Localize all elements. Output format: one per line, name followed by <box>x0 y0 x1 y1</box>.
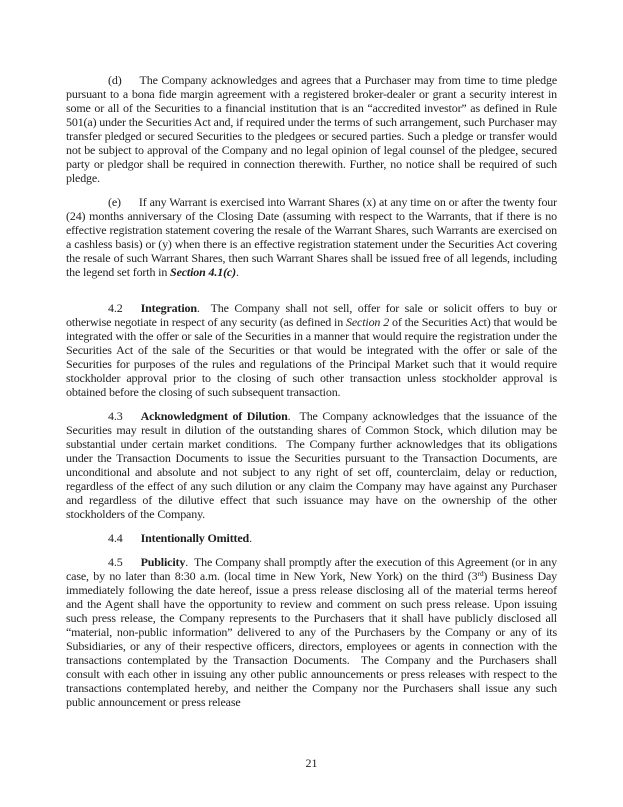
emphasized-text: Section 2 <box>346 315 390 329</box>
paragraph <box>66 409 557 521</box>
text-run: The Company acknowledges and agrees that a Purchaser may from time to time pledge pursuant to a bona fide margin agreement with a registered broker-dealer or grant a security interest in some or all of the Securities to a financial institution that is an “accredited investor” as defined in Rule 501(a) under the Securities Act and, if required under the terms of such arrangement, such Purchaser may transfer pledged or secured Securities to the pledgees or secured parties. Such a pledge or transfer would not be subject to approval of the Company and no legal opinion of legal counsel of the pledgee, secured party or pledgor shall be required in connection therewith. Further, no notice shall be required of such pledge. <box>66 73 557 185</box>
paragraph <box>66 301 557 399</box>
page-number: 21 <box>305 756 318 770</box>
paragraph <box>66 195 557 279</box>
paragraph-label: 4.2 <box>108 301 123 315</box>
text-run: If any Warrant is exercised into Warrant Shares (x) at any time on or after the twenty four (24) months anniversary of the Closing Date (assuming with respect to the Warrants, that if there is no effective registration statement covering the resale of the Warrant Shares, such Warrants are exercised on a cashless basis) or (y) when there is an effective registration statement under the Securities Act covering the resale of such Warrant Shares, then such Warrant Shares shall be issued free of all legends, including the legend set forth in <box>66 195 557 279</box>
text-run: . The Company acknowledges that the issuance of the Securities may result in dilution of the outstanding shares of Common Stock, which dilution may be substantial under certain market conditions. The Company further acknowledges that its obligations under the Transaction Documents to issue the Securities pursuant to the Transaction Documents, are unconditional and absolute and not subject to any right of set off, counterclaim, delay or reduction, regardless of the effect of any such dilution or any claim the Company may have against any Purchaser and regardless of the dilutive effect that such issuance may have on the ownership of the other stockholders of the Company. <box>66 409 557 521</box>
paragraph-label: 4.3 <box>108 409 123 423</box>
paragraph-label: 4.4 <box>108 531 123 545</box>
paragraph-label: (d) <box>108 73 122 87</box>
paragraph-label: 4.5 <box>108 555 123 569</box>
text-run: . <box>249 531 252 545</box>
emphasized-text: Integration <box>140 301 197 315</box>
text-run: . The Company shall not sell, offer for sale or solicit offers to buy or otherwise negotiate in respect of any security (as defined in <box>66 301 557 329</box>
text-run: of the Securities Act) that would be integrated with the offer or sale of the Securities in a manner that would require the registration under the Securities Act of the sale of the Securities or that would be integrated with the offer or sale of the Securities for purposes of the rules and regulations of the Principal Market such that it would require stockholder approval prior to the closing of such other transaction unless stockholder approval is obtained before the closing of such subsequent transaction. <box>66 315 557 399</box>
emphasized-text: Acknowledgment of Dilution <box>140 409 288 423</box>
emphasized-text: Publicity <box>140 555 186 569</box>
paragraph <box>66 531 557 545</box>
text-run: ) Business Day immediately following the date hereof, issue a press release disclosing all of the material terms hereof and the Agent shall have the opportunity to review and comment on such press release. Upon issuing such press release, the Company represents to the Purchasers that it shall have publicly disclosed all “material, non-public information” delivered to any of the Purchasers by the Company or any of its Subsidiaries, or any of their respective officers, directors, employees or agents in connection with the transactions contemplated by the Transaction Documents. The Company and the Purchasers shall consult with each other in issuing any other public announcements or press releases with respect to the transactions contemplated hereby, and neither the Company nor the Purchasers shall issue any such public announcement or press release <box>66 569 558 709</box>
emphasized-text: Intentionally Omitted <box>140 531 250 545</box>
document-body <box>66 73 557 719</box>
text-run: . The Company shall promptly after the execution of this Agreement (or in any case, by no later than 8:30 a.m. (local time in New York, New York) on the third (3 <box>66 555 557 583</box>
superscript-text: rd <box>477 569 484 578</box>
paragraph-label: (e) <box>108 195 121 209</box>
emphasized-text: Section 4.1(c) <box>170 265 236 279</box>
text-run: . <box>235 265 239 279</box>
paragraph <box>66 555 557 709</box>
paragraph <box>66 73 557 185</box>
